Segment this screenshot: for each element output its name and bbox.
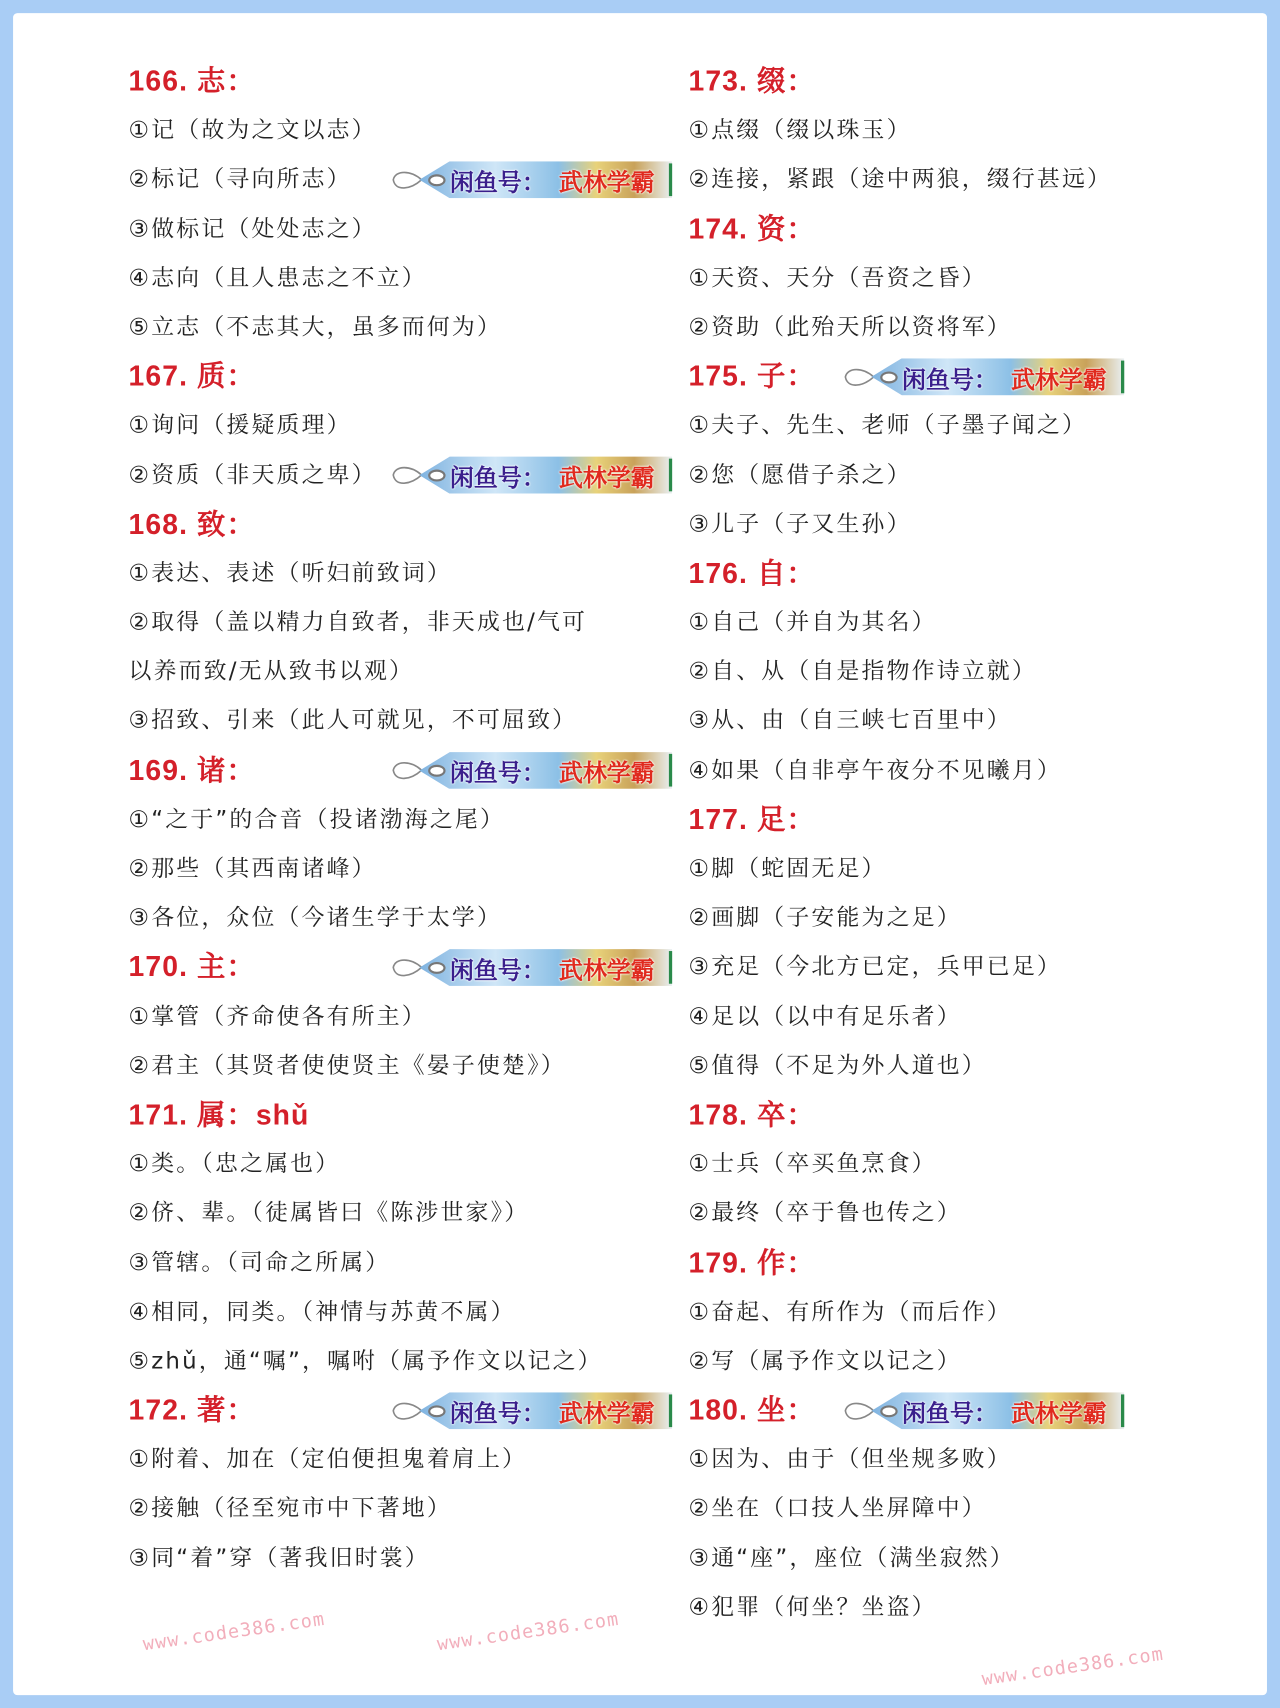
tag-name: 武林学霸: [558, 760, 655, 789]
tag-label: 闲鱼号：: [449, 465, 546, 493]
tag-name: 武林学霸: [1010, 366, 1107, 395]
definition-line: ③招致、引来（此人可就见，不可屈致）: [128, 707, 578, 734]
tag-edge: [1121, 1394, 1124, 1427]
watermark-tag: [419, 949, 672, 986]
definition-line: ②坐在（口技人坐屏障中）: [688, 1495, 987, 1522]
entry-heading: 170. 主：: [128, 950, 256, 984]
tag-hole-icon: [428, 174, 445, 186]
definition-line: 以养而致/无从致书以观）: [128, 658, 415, 685]
definition-line: ①记（故为之文以志）: [128, 116, 377, 143]
definition-line: ①因为、由于（但坐规多败）: [688, 1445, 1012, 1473]
entry-heading: 171. 属：shǔ: [128, 1098, 310, 1131]
tag-name: 武林学霸: [1010, 1400, 1107, 1429]
definition-line: ①士兵（卒买鱼烹食）: [688, 1150, 937, 1177]
site-watermark: www.code386.com: [435, 1608, 621, 1656]
definition-line: ②您（愿借子杀之）: [688, 461, 912, 488]
entry-heading: 167. 质：: [128, 359, 256, 393]
tag-hole-icon: [428, 1405, 445, 1417]
entry-heading: 168. 致：: [128, 507, 256, 541]
watermark-tag: [419, 161, 672, 198]
tag-name: 武林学霸: [558, 465, 655, 493]
string-icon: [841, 358, 874, 395]
entry-heading: 172. 著：: [128, 1393, 256, 1427]
tag-edge: [669, 754, 672, 787]
watermark-tag: [419, 752, 672, 789]
definition-line: ④志向（且人患志之不立）: [128, 264, 427, 291]
entry-heading: 176. 自：: [688, 556, 816, 590]
definition-line: ②资质（非天质之卑）: [128, 461, 377, 488]
definition-line: ①表达、表述（听妇前致词）: [128, 559, 452, 586]
definition-line: ③各位，众位（今诸生学于太学）: [128, 904, 503, 931]
definition-line: ②侪、辈。（徒属皆曰《陈涉世家》）: [128, 1199, 530, 1226]
tag-label: 闲鱼号：: [449, 957, 546, 986]
definition-line: ②自、从（自是指物作诗立就）: [688, 658, 1037, 685]
definition-line: ①自己（并自为其名）: [688, 609, 937, 636]
definition-line: ①“之于”的合音（投诸渤海之尾）: [128, 805, 506, 833]
string-icon: [841, 1392, 874, 1429]
definition-line: ④犯罪（何坐？坐盗）: [688, 1593, 937, 1620]
entry-heading: 174. 资：: [688, 211, 816, 245]
definition-line: ①天资、天分（吾资之昏）: [688, 264, 987, 291]
definition-line: ①点缀（缀以珠玉）: [688, 116, 912, 143]
definition-line: ②资助（此殆天所以资将军）: [688, 313, 1012, 340]
definition-line: ②那些（其西南诸峰）: [128, 855, 377, 882]
left-column: [129, 57, 603, 1583]
definition-line: ①类。（忠之属也）: [128, 1150, 341, 1177]
definition-line: ①奋起、有所作为（而后作）: [688, 1298, 1012, 1325]
definition-line: ②接触（径至宛市中下著地）: [128, 1495, 452, 1522]
definition-line: ②君主（其贤者使使贤主《晏子使楚》）: [128, 1052, 566, 1079]
watermark-tag: [419, 1392, 672, 1429]
definition-line: ⑤值得（不足为外人道也）: [688, 1052, 987, 1079]
string-icon: [389, 161, 422, 198]
site-watermark: www.code386.com: [980, 1643, 1166, 1691]
tag-name: 武林学霸: [558, 957, 655, 986]
tag-label: 闲鱼号：: [902, 1400, 998, 1429]
definition-line: ①掌管（齐命使各有所主）: [128, 1002, 427, 1030]
definition-line: ⑤zhǔ，通“嘱”，嘱咐（属予作文以记之）: [128, 1347, 603, 1374]
entry-heading: 173. 缀：: [688, 64, 816, 97]
entry-heading: 180. 坐：: [688, 1393, 816, 1427]
tag-edge: [669, 951, 672, 984]
definition-line: ②写（属予作文以记之）: [688, 1347, 962, 1374]
string-icon: [389, 949, 422, 986]
tag-hole-icon: [880, 1405, 897, 1417]
definition-line: ④相同，同类。（神情与苏黄不属）: [128, 1298, 516, 1325]
tag-edge: [1121, 360, 1124, 393]
watermark-tag: [872, 358, 1125, 395]
definition-line: ②最终（卒于鲁也传之）: [688, 1199, 962, 1226]
site-watermark: www.code386.com: [141, 1608, 327, 1656]
definition-line: ③同“着”穿（著我旧时裳）: [128, 1544, 430, 1571]
tag-name: 武林学霸: [558, 169, 655, 198]
string-icon: [389, 457, 422, 494]
watermark-tag: [419, 457, 672, 494]
definition-line: ②取得（盖以精力自致者，非天成也/气可: [128, 609, 588, 636]
definition-line: ④足以（以中有足乐者）: [688, 1002, 962, 1030]
entry-heading: 175. 子：: [688, 359, 816, 393]
tag-label: 闲鱼号：: [449, 1400, 546, 1429]
tag-edge: [669, 1394, 672, 1427]
string-icon: [389, 1392, 422, 1429]
tag-hole-icon: [880, 371, 897, 383]
definition-line: ②画脚（子安能为之足）: [688, 904, 962, 931]
entry-heading: 178. 卒：: [688, 1098, 816, 1131]
entry-heading: 179. 作：: [688, 1245, 816, 1279]
entry-heading: 166. 志：: [128, 64, 256, 97]
definition-line: ③管辖。（司命之所属）: [128, 1248, 391, 1276]
definition-line: ③充足（今北方已定，兵甲已足）: [688, 953, 1062, 980]
definition-line: ①附着、加在（定伯便担鬼着肩上）: [128, 1445, 528, 1473]
definition-line: ②标记（寻向所志）: [128, 165, 352, 193]
definition-line: ⑤立志（不志其大，虽多而何为）: [128, 313, 503, 340]
tag-name: 武林学霸: [558, 1400, 655, 1429]
entry-heading: 169. 诸：: [128, 753, 256, 787]
tag-label: 闲鱼号：: [449, 760, 546, 789]
definition-line: ③儿子（子又生孙）: [688, 510, 912, 537]
definition-line: ③做标记（处处志之）: [128, 215, 377, 242]
definition-line: ②连接，紧跟（途中两狼，缀行甚远）: [688, 165, 1113, 193]
definition-line: ④如果（自非亭午夜分不见曦月）: [688, 756, 1062, 783]
definition-line: ③从、由（自三峡七百里中）: [688, 707, 1012, 734]
string-icon: [389, 752, 422, 789]
definition-line: ①夫子、先生、老师（子墨子闻之）: [688, 412, 1088, 439]
tag-label: 闲鱼号：: [449, 169, 546, 198]
tag-label: 闲鱼号：: [902, 366, 998, 395]
tag-edge: [669, 163, 672, 196]
tag-edge: [669, 459, 672, 492]
definition-line: ③通“座”，座位（满坐寂然）: [688, 1544, 1015, 1571]
entry-heading: 177. 足：: [688, 802, 816, 836]
watermark-tag: [872, 1392, 1125, 1429]
definition-line: ①询问（援疑质理）: [128, 412, 352, 439]
definition-line: ①脚（蛇固无足）: [688, 855, 887, 882]
